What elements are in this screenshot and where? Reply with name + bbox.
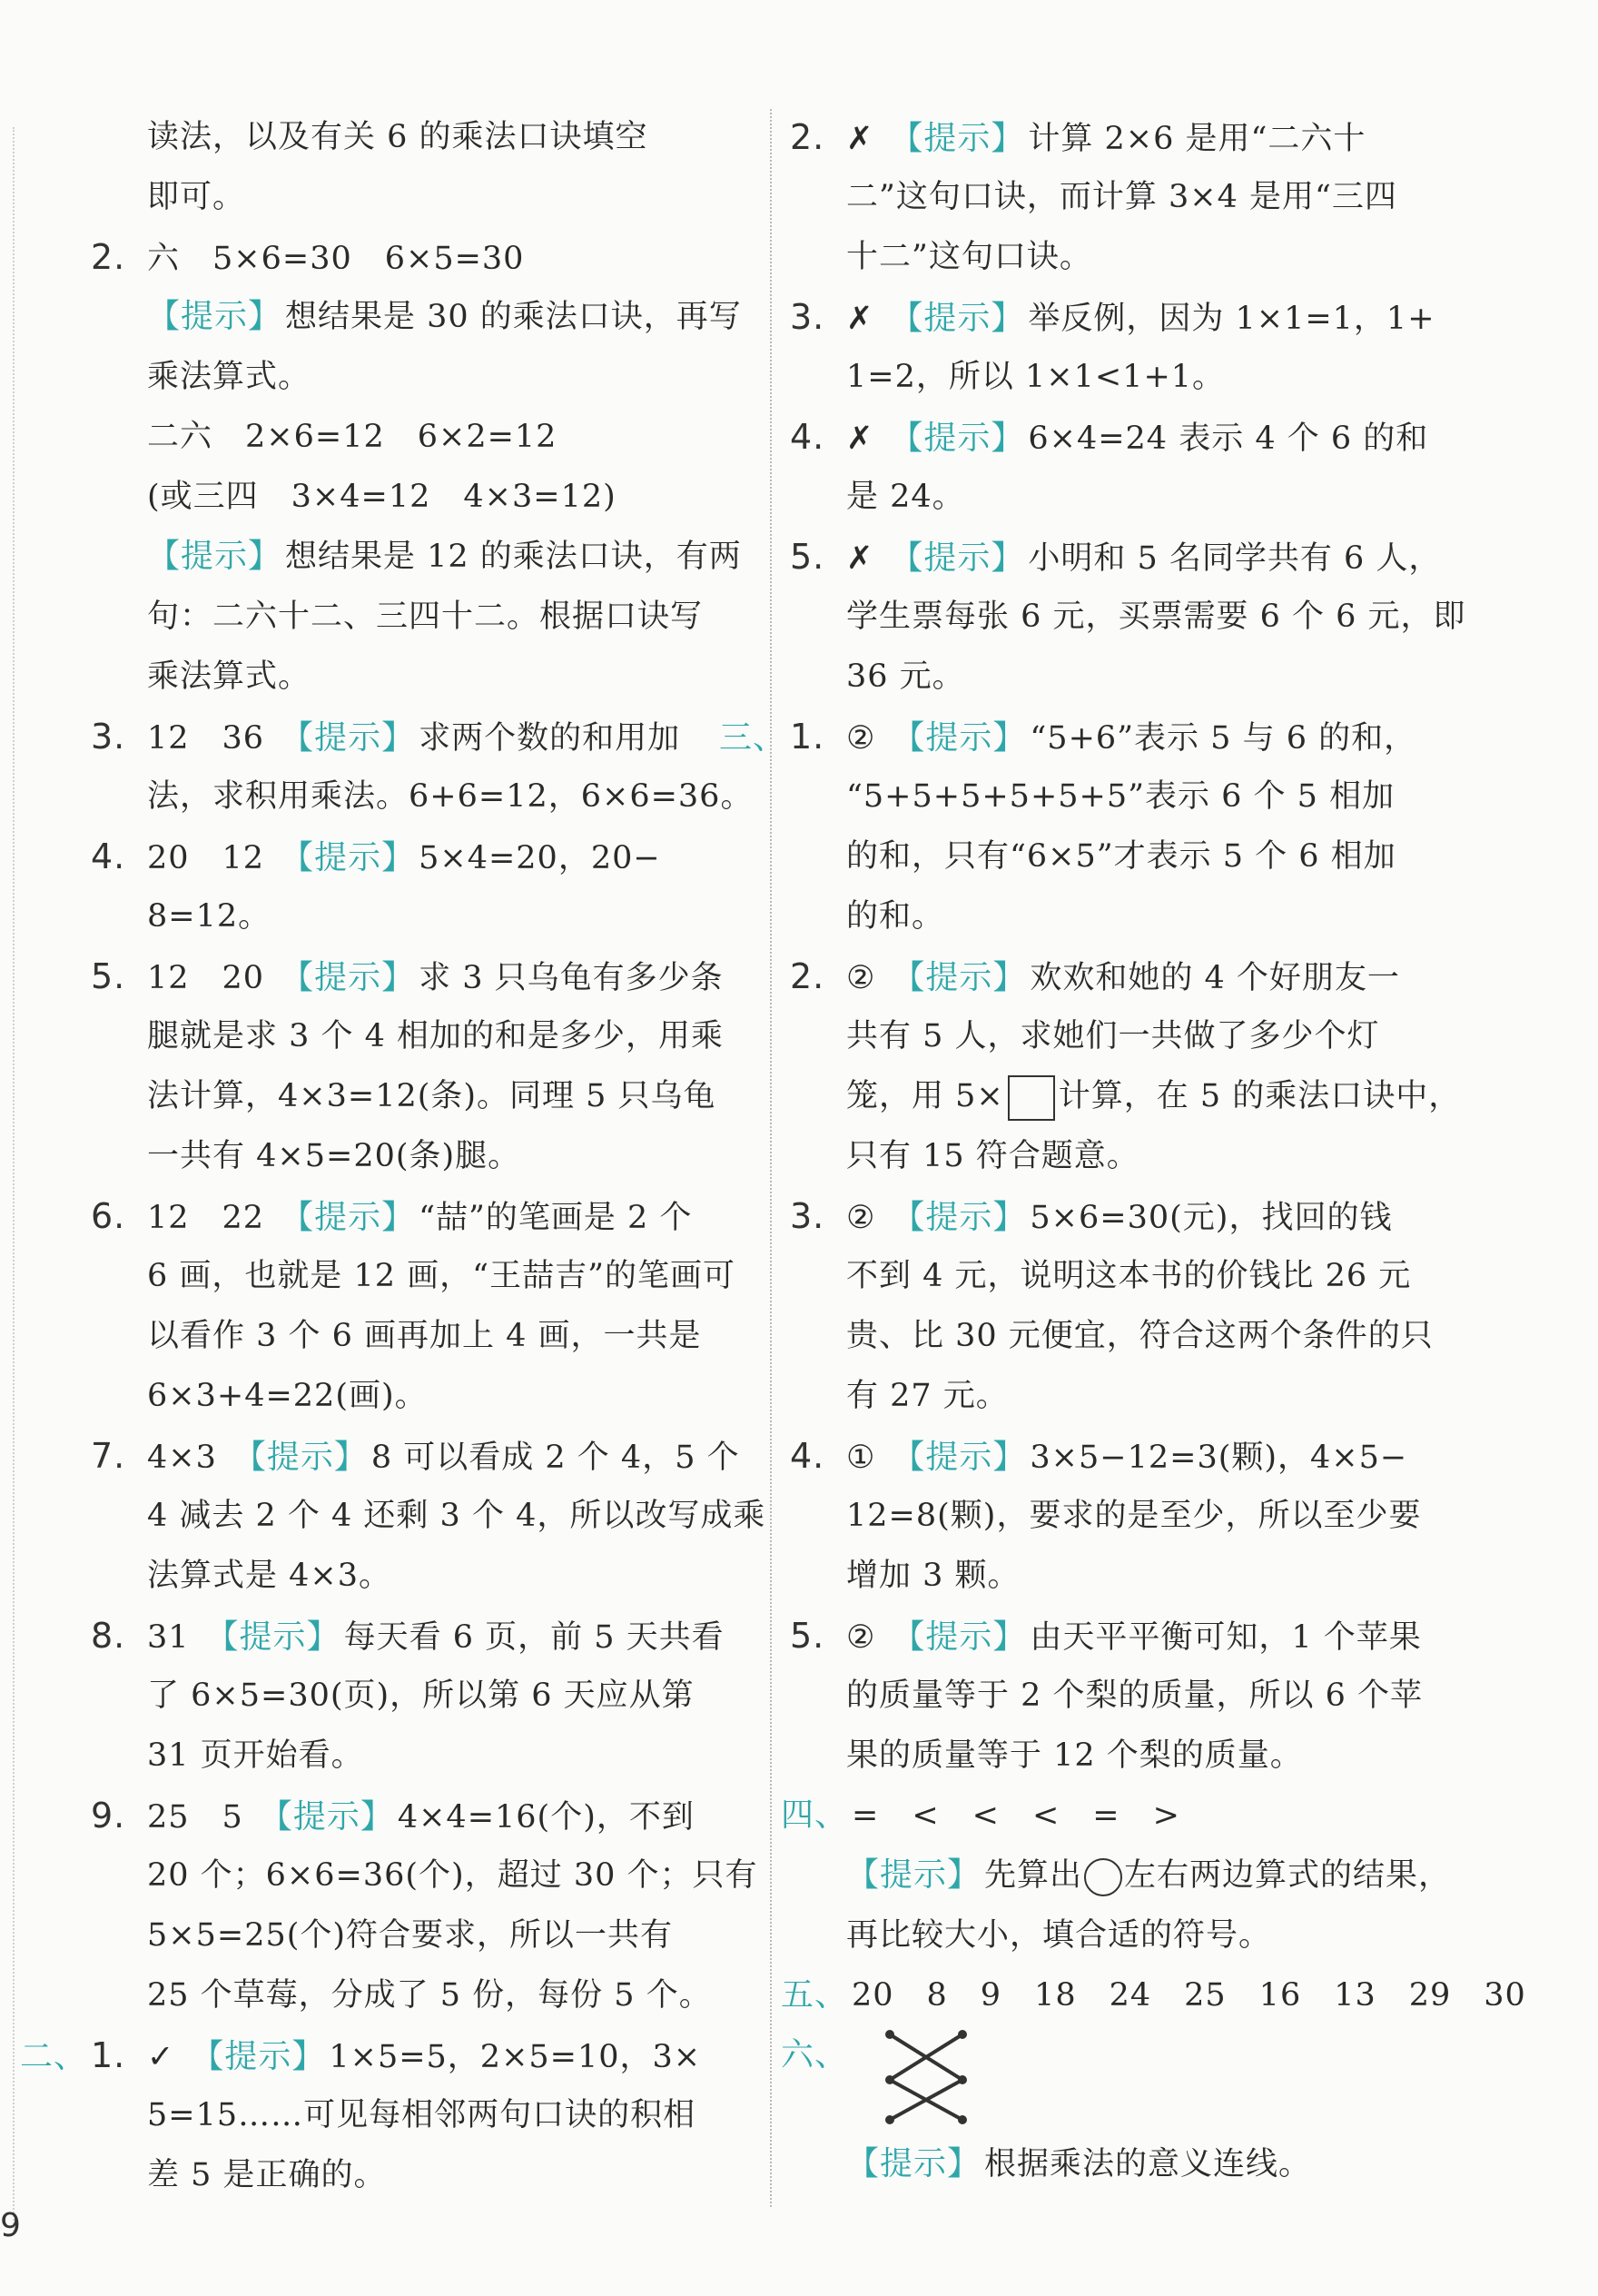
section-label: 六、 xyxy=(781,2036,849,2073)
match-dot xyxy=(885,2030,894,2039)
text-line: 5=15……可见每相邻两句口诀的积相 xyxy=(147,2097,696,2133)
text-line: 31 页开始看。 xyxy=(147,1737,364,1774)
text-line: 25 个草莓，分成了 5 份，每份 5 个。 xyxy=(147,1977,712,2014)
section-2-question-4-answer xyxy=(790,407,1498,467)
text: 由天平平衡可知，1 个苹果 xyxy=(1030,1619,1422,1656)
answer: 31 xyxy=(147,1619,190,1656)
text-line: 4 减去 2 个 4 还剩 3 个 4，所以改写成乘 xyxy=(147,1498,766,1534)
answer: ② xyxy=(846,1200,876,1236)
text: 想结果是 30 的乘法口诀，再写 xyxy=(285,299,742,335)
text-line: 乘法算式。 xyxy=(147,658,311,695)
section-3-question-1-answer xyxy=(719,707,1498,767)
answer: 25 5 xyxy=(147,1799,243,1836)
match-dot xyxy=(885,2075,894,2084)
text-line: 二”这句口诀，而计算 3×4 是用“三四 xyxy=(846,179,1397,215)
left-column xyxy=(20,107,766,2205)
text-line: 句：二六十二、三四十二。根据口诀写 xyxy=(147,599,704,635)
question-3-answer xyxy=(91,707,754,767)
question-number: 1. xyxy=(790,717,825,757)
hint-label: 【提示】 xyxy=(892,1618,1027,1656)
question-4-answer xyxy=(91,826,754,886)
hint-label: 【提示】 xyxy=(846,1856,981,1894)
answer-check-mark: ✓ xyxy=(147,2039,175,2075)
text: 笼，用 5× xyxy=(846,1078,1004,1114)
text: 想结果是 12 的乘法口诀，有两 xyxy=(285,539,742,575)
page-edge-dotted-line xyxy=(13,127,15,2234)
section-label: 二、 xyxy=(20,2038,88,2075)
question-5-answer xyxy=(91,946,754,1006)
hint-label: 【提示】 xyxy=(191,2038,326,2075)
text: 求 3 只乌龟有多少条 xyxy=(419,960,724,996)
hint-label: 【提示】 xyxy=(259,1798,394,1836)
answer-cross-mark: ✗ xyxy=(846,301,874,337)
answer: 六 5×6=30 6×5=30 xyxy=(147,241,525,277)
section-2-question-1-answer xyxy=(20,2025,754,2085)
column-divider xyxy=(770,109,772,2207)
match-dot xyxy=(958,2115,967,2124)
text-line: 差 5 是正确的。 xyxy=(147,2157,387,2193)
answer: 12 36 xyxy=(147,720,265,757)
text-line: 二六 2×6=12 6×2=12 xyxy=(147,419,557,455)
hint-label: 【提示】 xyxy=(232,1439,368,1476)
text-line: 法计算，4×3=12(条)。同理 5 只乌龟 xyxy=(147,1078,716,1114)
question-number: 1. xyxy=(91,2035,126,2075)
hint-label: 【提示】 xyxy=(890,300,1025,337)
text: 小明和 5 名同学共有 6 人， xyxy=(1028,540,1442,577)
text-line: 十二”这句口诀。 xyxy=(846,239,1092,275)
text-line: 36 元。 xyxy=(846,658,965,695)
question-number: 5. xyxy=(91,956,126,996)
answer: 4×3 xyxy=(147,1440,217,1476)
text-line: (或三四 3×4=12 4×3=12) xyxy=(147,479,617,515)
text: 计算，在 5 的乘法口诀中， xyxy=(1058,1078,1462,1114)
text: “5+6”表示 5 与 6 的和， xyxy=(1030,720,1417,757)
text-line: 读法，以及有关 6 的乘法口诀填空 xyxy=(147,119,648,155)
hint-label: 【提示】 xyxy=(890,539,1025,577)
question-8-answer xyxy=(91,1606,754,1666)
question-number: 5. xyxy=(790,537,825,577)
question-number: 8. xyxy=(91,1616,126,1656)
circle-placeholder-icon xyxy=(1084,1858,1122,1896)
text-line: 5×5=25(个)符合要求，所以一共有 xyxy=(147,1917,674,1954)
text: 1×5=5，2×5=10，3× xyxy=(329,2039,702,2075)
hint-label: 【提示】 xyxy=(890,120,1025,157)
text-line: 了 6×5=30(页)，所以第 6 天应从第 xyxy=(147,1677,695,1714)
hint-label: 【提示】 xyxy=(281,719,416,757)
text-line: 乘法算式。 xyxy=(147,359,311,395)
page-number: 9 xyxy=(0,2207,21,2244)
hint-label: 【提示】 xyxy=(281,959,416,996)
text: 举反例，因为 1×1=1，1+ xyxy=(1028,301,1435,337)
hint-label: 【提示】 xyxy=(890,420,1025,457)
text: 先算出 xyxy=(984,1857,1083,1894)
text-line: 6 画，也就是 12 画，“王喆吉”的笔画可 xyxy=(147,1258,735,1294)
answer-cross-mark: ✗ xyxy=(846,540,874,577)
question-number: 3. xyxy=(790,1196,825,1236)
answer-numbers: 20 8 9 18 24 25 16 13 29 30 xyxy=(852,1977,1526,2014)
answer: 12 20 xyxy=(147,960,265,996)
text-line: 的质量等于 2 个梨的质量，所以 6 个苹 xyxy=(846,1677,1424,1714)
section-label: 三、 xyxy=(719,719,787,757)
section-3-question-2-answer xyxy=(790,946,1498,1006)
text-line: 1=2，所以 1×1<1+1。 xyxy=(846,359,1226,395)
hint-label: 【提示】 xyxy=(892,959,1027,996)
question-number: 4. xyxy=(91,836,126,876)
text: 3×5−12=3(颗)，4×5− xyxy=(1030,1440,1408,1476)
section-3-question-5-answer xyxy=(790,1606,1498,1666)
text: 4×4=16(个)，不到 xyxy=(397,1799,695,1836)
text-line: 只有 15 符合题意。 xyxy=(846,1138,1139,1174)
right-column xyxy=(719,107,1526,2194)
question-number: 3. xyxy=(790,297,825,337)
answer-cross-mark: ✗ xyxy=(846,121,874,157)
text-line: 12=8(颗)，要求的是至少，所以至少要 xyxy=(846,1498,1422,1534)
question-number: 4. xyxy=(790,417,825,457)
answer-comparison-signs: = < < < = > xyxy=(852,1797,1180,1834)
hint-label: 【提示】 xyxy=(281,1199,416,1236)
answer: 12 22 xyxy=(147,1200,265,1236)
question-number: 3. xyxy=(91,717,126,757)
answer: ② xyxy=(846,1619,876,1656)
section-label: 四、 xyxy=(781,1796,849,1834)
question-number: 2. xyxy=(790,117,825,157)
answer: 20 12 xyxy=(147,840,265,876)
section-label: 五、 xyxy=(781,1976,849,2014)
hint-label: 【提示】 xyxy=(281,839,416,876)
text-line: 法，求积用乘法。6+6=12，6×6=36。 xyxy=(147,778,754,815)
text-line: 贵、比 30 元便宜，符合这两个条件的只 xyxy=(846,1318,1434,1354)
match-dot xyxy=(958,2075,967,2084)
hint-label: 【提示】 xyxy=(846,2145,981,2182)
question-number: 6. xyxy=(91,1196,126,1236)
matching-lines-diagram xyxy=(881,2025,972,2127)
section-6-answer xyxy=(781,2025,1498,2134)
text-line: 8=12。 xyxy=(147,898,271,935)
text-line: 有 27 元。 xyxy=(846,1378,1009,1414)
section-3-question-4-answer xyxy=(790,1426,1498,1486)
question-number: 2. xyxy=(790,956,825,996)
text-line: 一共有 4×5=20(条)腿。 xyxy=(147,1138,521,1174)
text-line: “5+5+5+5+5+5”表示 6 个 5 相加 xyxy=(846,778,1396,815)
text: 6×4=24 表示 4 个 6 的和 xyxy=(1028,421,1429,457)
text-line: 腿就是求 3 个 4 相加的和是多少，用乘 xyxy=(147,1018,725,1054)
question-2-answer xyxy=(91,227,754,287)
question-7-answer xyxy=(91,1426,754,1486)
section-4-answer xyxy=(781,1786,1498,1846)
question-number: 4. xyxy=(790,1436,825,1476)
section-2-question-3-answer xyxy=(790,287,1498,347)
text: 5×6=30(元)，找回的钱 xyxy=(1030,1200,1393,1236)
text-line: 即可。 xyxy=(147,179,246,215)
text-line: 果的质量等于 12 个梨的质量。 xyxy=(846,1737,1303,1774)
question-6-answer xyxy=(91,1186,754,1246)
text-line: 增加 3 颗。 xyxy=(846,1558,1021,1594)
hint-line xyxy=(790,2134,1498,2194)
hint-label: 【提示】 xyxy=(147,538,282,575)
blank-box xyxy=(1008,1075,1055,1121)
text: 计算 2×6 是用“二六十 xyxy=(1028,121,1366,157)
hint-label: 【提示】 xyxy=(892,1439,1027,1476)
answer-cross-mark: ✗ xyxy=(846,421,874,457)
hint-line xyxy=(790,1846,1498,1905)
answer: ② xyxy=(846,720,876,757)
question-number: 9. xyxy=(91,1796,126,1836)
text: 欢欢和她的 4 个好朋友一 xyxy=(1030,960,1400,996)
text-line: 学生票每张 6 元，买票需要 6 个 6 元，即 xyxy=(846,599,1466,635)
text: 根据乘法的意义连线。 xyxy=(984,2146,1312,2182)
text: 求两个数的和用加 xyxy=(419,720,681,757)
question-number: 5. xyxy=(790,1616,825,1656)
hint-label: 【提示】 xyxy=(147,298,282,335)
hint-label: 【提示】 xyxy=(205,1618,340,1656)
answer: ① xyxy=(846,1440,876,1476)
section-5-answer xyxy=(781,1965,1526,2025)
hint-line xyxy=(91,287,754,347)
text-line: 法算式是 4×3。 xyxy=(147,1558,391,1594)
text: 左右两边算式的结果， xyxy=(1124,1857,1452,1894)
text-line: 6×3+4=22(画)。 xyxy=(147,1378,428,1414)
text-line: 再比较大小，填合适的符号。 xyxy=(846,1917,1272,1954)
text-line: 以看作 3 个 6 画再加上 4 画，一共是 xyxy=(147,1318,702,1354)
text-line: 是 24。 xyxy=(846,479,965,515)
text-line: 不到 4 元，说明这本书的价钱比 26 元 xyxy=(846,1258,1412,1294)
section-2-question-5-answer xyxy=(790,527,1498,587)
hint-label: 【提示】 xyxy=(892,1199,1027,1236)
question-number: 7. xyxy=(91,1436,126,1476)
text: 5×4=20，20− xyxy=(419,840,661,876)
text-line: 共有 5 人，求她们一共做了多少个灯 xyxy=(846,1018,1380,1054)
text-line xyxy=(790,1066,1498,1126)
question-number: 2. xyxy=(91,237,126,277)
text: “喆”的笔画是 2 个 xyxy=(419,1200,693,1236)
section-2-question-2-answer xyxy=(790,107,1498,167)
hint-label: 【提示】 xyxy=(892,719,1027,757)
text-line: 的和。 xyxy=(846,898,945,935)
section-3-question-3-answer xyxy=(790,1186,1498,1246)
text-line: 的和，只有“6×5”才表示 5 个 6 相加 xyxy=(846,838,1396,875)
question-9-answer xyxy=(91,1786,754,1846)
match-dot xyxy=(885,2115,894,2124)
hint-line xyxy=(91,527,754,587)
text: 8 可以看成 2 个 4，5 个 xyxy=(370,1440,740,1476)
text-line: 20 个；6×6=36(个)，超过 30 个；只有 xyxy=(147,1857,758,1894)
text: 每天看 6 页，前 5 天共看 xyxy=(343,1619,725,1656)
answer: ② xyxy=(846,960,876,996)
match-dot xyxy=(958,2030,967,2039)
